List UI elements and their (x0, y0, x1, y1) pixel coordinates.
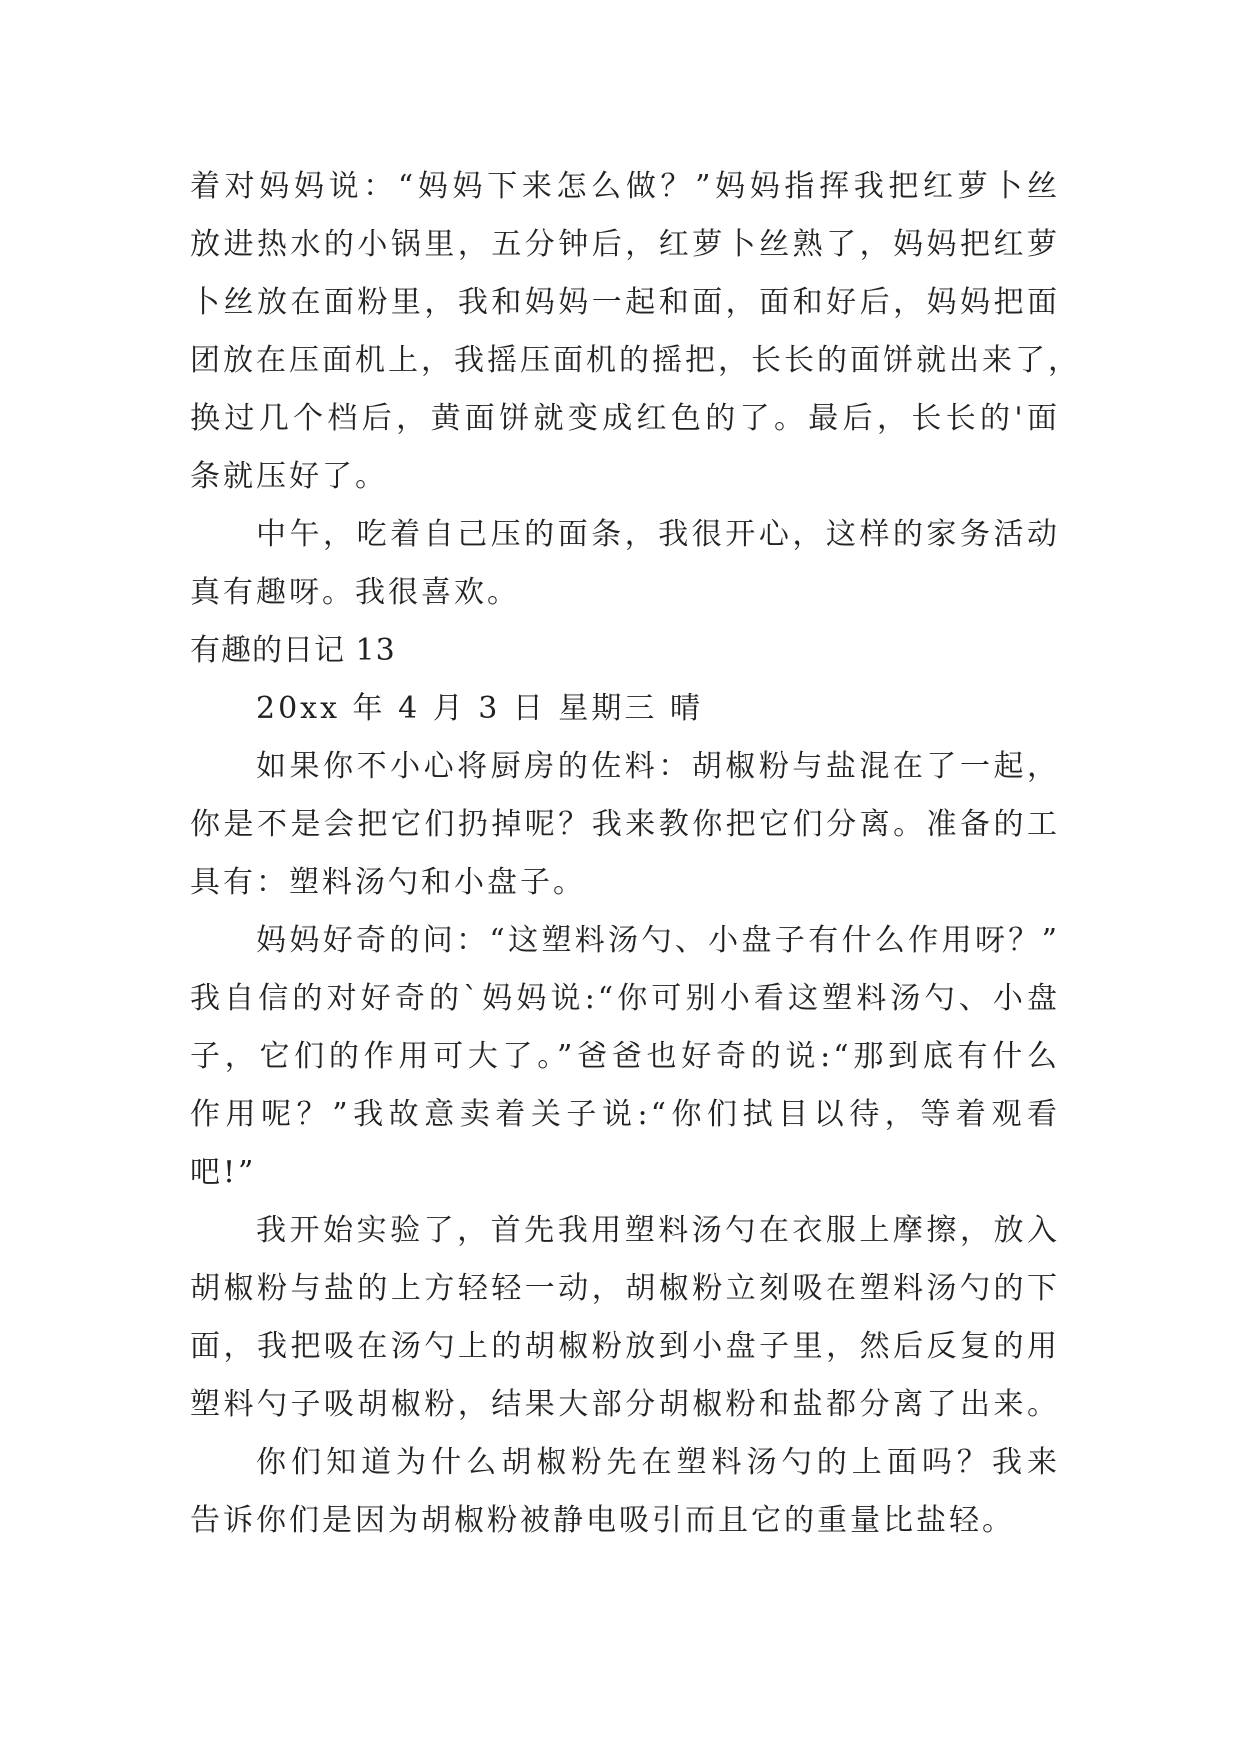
paragraph-line: 卜丝放在面粉里，我和妈妈一起和面，面和好后，妈妈把面 (190, 285, 1060, 320)
paragraph-line: 我自信的对好奇的`妈妈说:“你可别小看这塑料汤勺、小盘 (190, 981, 1060, 1016)
document-body (190, 158, 1081, 1550)
paragraph-line: 作用呢？”我故意卖着关子说:“你们拭目以待，等着观看 (190, 1097, 1060, 1132)
paragraph-line: 你们知道为什么胡椒粉先在塑料汤勺的上面吗？我来 (256, 1445, 1060, 1480)
paragraph-line: 换过几个档后，黄面饼就变成红色的了。最后，长长的'面 (190, 401, 1060, 436)
paragraph-line: 中午，吃着自己压的面条，我很开心，这样的家务活动 (256, 517, 1060, 552)
paragraph-line: 团放在压面机上，我摇压面机的摇把，长长的面饼就出来了， (190, 343, 1081, 378)
paragraph-line: 着对妈妈说：“妈妈下来怎么做？”妈妈指挥我把红萝卜丝 (190, 169, 1060, 204)
diary-title: 有趣的日记 13 (190, 633, 396, 668)
paragraph-line: 塑料勺子吸胡椒粉，结果大部分胡椒粉和盐都分离了出来。 (190, 1387, 1060, 1422)
paragraph-line: 真有趣呀。我很喜欢。 (190, 575, 520, 610)
paragraph-line: 胡椒粉与盐的上方轻轻一动，胡椒粉立刻吸在塑料汤勺的下 (190, 1271, 1060, 1306)
paragraph-line: 妈妈好奇的问：“这塑料汤勺、小盘子有什么作用呀？” (256, 923, 1060, 958)
paragraph-line: 子，它们的作用可大了。”爸爸也好奇的说:“那到底有什么 (190, 1039, 1060, 1074)
paragraph-line: 告诉你们是因为胡椒粉被静电吸引而且它的重量比盐轻。 (190, 1503, 1015, 1538)
paragraph-line: 条就压好了。 (190, 459, 388, 494)
paragraph-line: 具有：塑料汤勺和小盘子。 (190, 865, 586, 900)
diary-date-line: 20xx 年 4 月 3 日 星期三 晴 (256, 691, 703, 726)
paragraph-line: 放进热水的小锅里，五分钟后，红萝卜丝熟了，妈妈把红萝 (190, 227, 1060, 262)
paragraph-line: 你是不是会把它们扔掉呢？我来教你把它们分离。准备的工 (190, 807, 1060, 842)
paragraph-line: 吧!” (190, 1155, 257, 1190)
paragraph-line: 面，我把吸在汤勺上的胡椒粉放到小盘子里，然后反复的用 (190, 1329, 1060, 1364)
paragraph-line: 如果你不小心将厨房的佐料：胡椒粉与盐混在了一起， (256, 749, 1060, 784)
paragraph-line: 我开始实验了，首先我用塑料汤勺在衣服上摩擦，放入 (256, 1213, 1060, 1248)
